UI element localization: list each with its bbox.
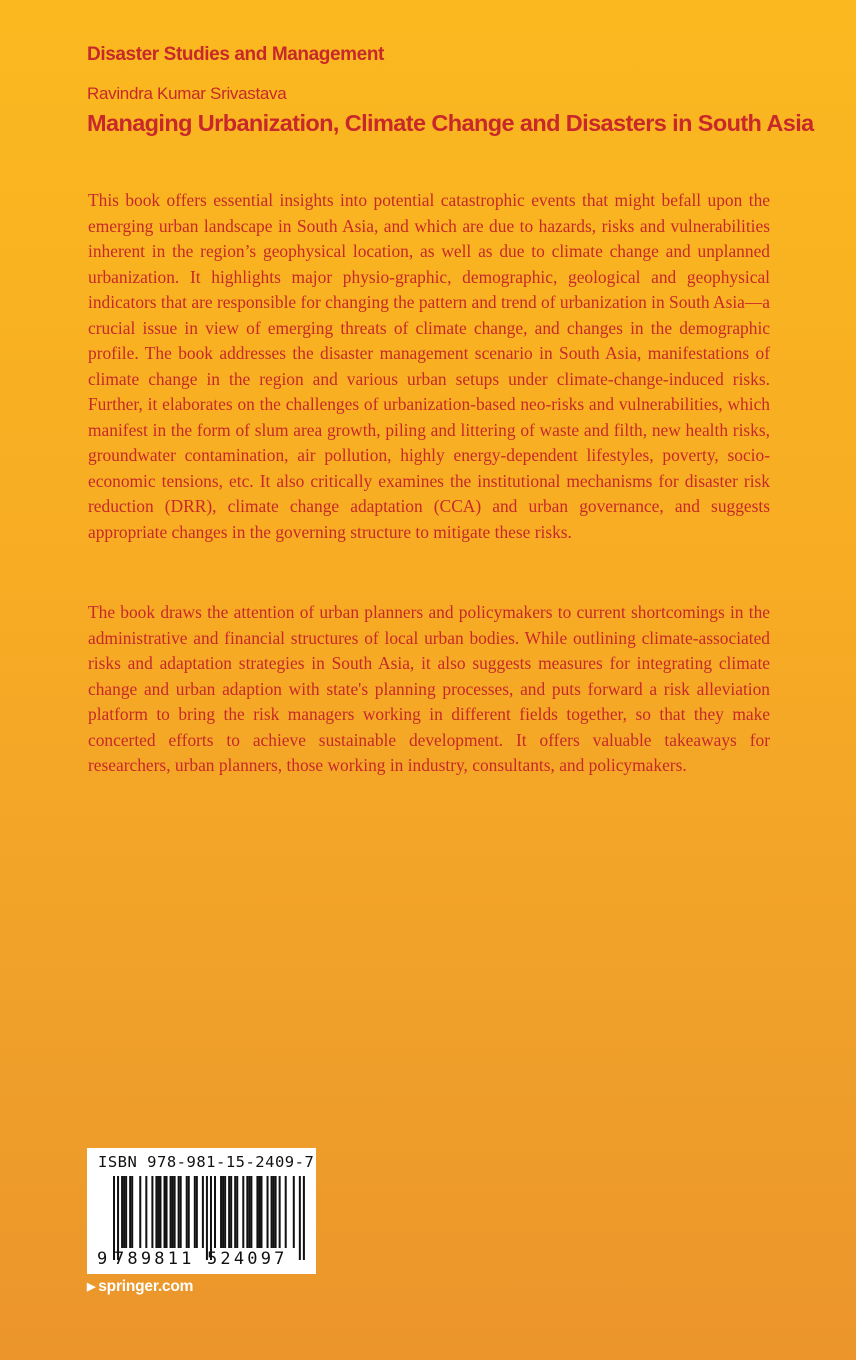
barcode-bar [279, 1176, 281, 1248]
barcode-bar [250, 1176, 252, 1248]
barcode-bar [178, 1176, 180, 1248]
series-name: Disaster Studies and Management [87, 44, 384, 65]
barcode-bar [117, 1176, 119, 1260]
barcode-bar [242, 1176, 244, 1248]
barcode-bar [170, 1176, 172, 1248]
description-paragraph-1: This book offers essential insights into potential catastrophic events that might befall upon the emerging urban landscape in South Asia, and which are due to hazards, risks and vulnerabilities inherent in the region’s geophysical location, as well as due to climate change and unplanned urbanization. It highlights major physio-graphic, demographic, geological and geophysical indicators that are responsible for changing the pattern and trend of urbanization in South Asia—a crucial issue in view of emerging threats of climate change, and changes in the demographic profile. The book addresses the disaster management scenario in South Asia, manifestations of climate change in the region and various urban setups under climate-change-induced risks. Further, it elaborates on the challenges of urbanization-based neo-risks and vulnerabilities, which manifest in the form of slum area growth, piling and littering of waste and filth, new health risks, groundwater contamination, air pollution, highly energy-dependent lifestyles, poverty, socio-economic tensions, etc. It also critically examines the institutional mechanisms for disaster risk reduction (DRR), climate change adaptation (CCA) and urban governance, and suggests appropriate changes in the governing structure to mitigate these risks. [88, 190, 770, 542]
barcode-bar [246, 1176, 248, 1248]
barcode-bar [206, 1176, 208, 1260]
barcode-bar [172, 1176, 174, 1248]
barcode-bar [220, 1176, 222, 1248]
author-name: Ravindra Kumar Srivastava [87, 84, 287, 103]
barcode-bar [125, 1176, 127, 1248]
barcode-bar [214, 1176, 216, 1248]
barcode-bar [228, 1176, 230, 1248]
barcode-bar [275, 1176, 277, 1248]
barcode-bar [271, 1176, 273, 1248]
barcode-bar [267, 1176, 269, 1248]
barcode-bar [299, 1176, 301, 1260]
barcode-bar [234, 1176, 236, 1248]
arrow-right-icon: ▶ [87, 1281, 96, 1293]
description-paragraph-2: The book draws the attention of urban planners and policymakers to current shortcomings in the administrative and financial structures of local urban bodies. While outlining climate-associated risks and adaptation strategies in South Asia, it also suggests measures for integrating climate change and urban adaption with state's planning processes, and puts forward a risk alleviation platform to bring the risk managers working in different fields together, so that they make concerted efforts to achieve sustainable development. It offers valuable takeaways for researchers, urban planners, those working in industry, consultants, and policymakers. [88, 602, 770, 775]
isbn-barcode [87, 1148, 316, 1274]
barcode-right-digits: 524097 [207, 1249, 288, 1269]
barcode-bar [174, 1176, 176, 1248]
barcode-bar [224, 1176, 226, 1248]
barcode-bar [260, 1176, 262, 1248]
barcode-bar [230, 1176, 232, 1248]
barcode-first-digit: 9 [97, 1249, 108, 1269]
barcode-bar [194, 1176, 196, 1248]
barcode-bar [157, 1176, 159, 1248]
barcode-bar [285, 1176, 287, 1248]
barcode-bar [256, 1176, 258, 1248]
book-title: Managing Urbanization, Climate Change and Disasters in South Asia [87, 110, 814, 136]
barcode-bar [151, 1176, 153, 1248]
publisher-url: springer.com [98, 1278, 194, 1295]
barcode-bar [145, 1176, 147, 1248]
barcode-bar [303, 1176, 305, 1260]
barcode-bar [196, 1176, 198, 1248]
barcode-bar [121, 1176, 123, 1248]
barcode-bar [159, 1176, 161, 1248]
barcode-bar [166, 1176, 168, 1248]
barcode-bar [180, 1176, 182, 1248]
publisher-link[interactable] [87, 1278, 193, 1296]
barcode-bar [222, 1176, 224, 1248]
barcode-bar [139, 1176, 141, 1248]
isbn-label: ISBN 978-981-15-2409-7 [98, 1153, 315, 1171]
barcode-bar [202, 1176, 204, 1248]
barcode-bar [164, 1176, 166, 1248]
barcode-bar [188, 1176, 190, 1248]
barcode-left-digits: 789811 [114, 1249, 195, 1269]
barcode-bar [210, 1176, 212, 1260]
barcode-bar [131, 1176, 133, 1248]
barcode-bar [236, 1176, 238, 1248]
barcode-bar [155, 1176, 157, 1248]
barcode-bar [293, 1176, 295, 1248]
barcode-bar [258, 1176, 260, 1248]
barcode-bar [113, 1176, 115, 1260]
barcode-bar [129, 1176, 131, 1248]
barcode-bar [123, 1176, 125, 1248]
barcode-bar [248, 1176, 250, 1248]
barcode-bar [273, 1176, 275, 1248]
barcode-bar [186, 1176, 188, 1248]
